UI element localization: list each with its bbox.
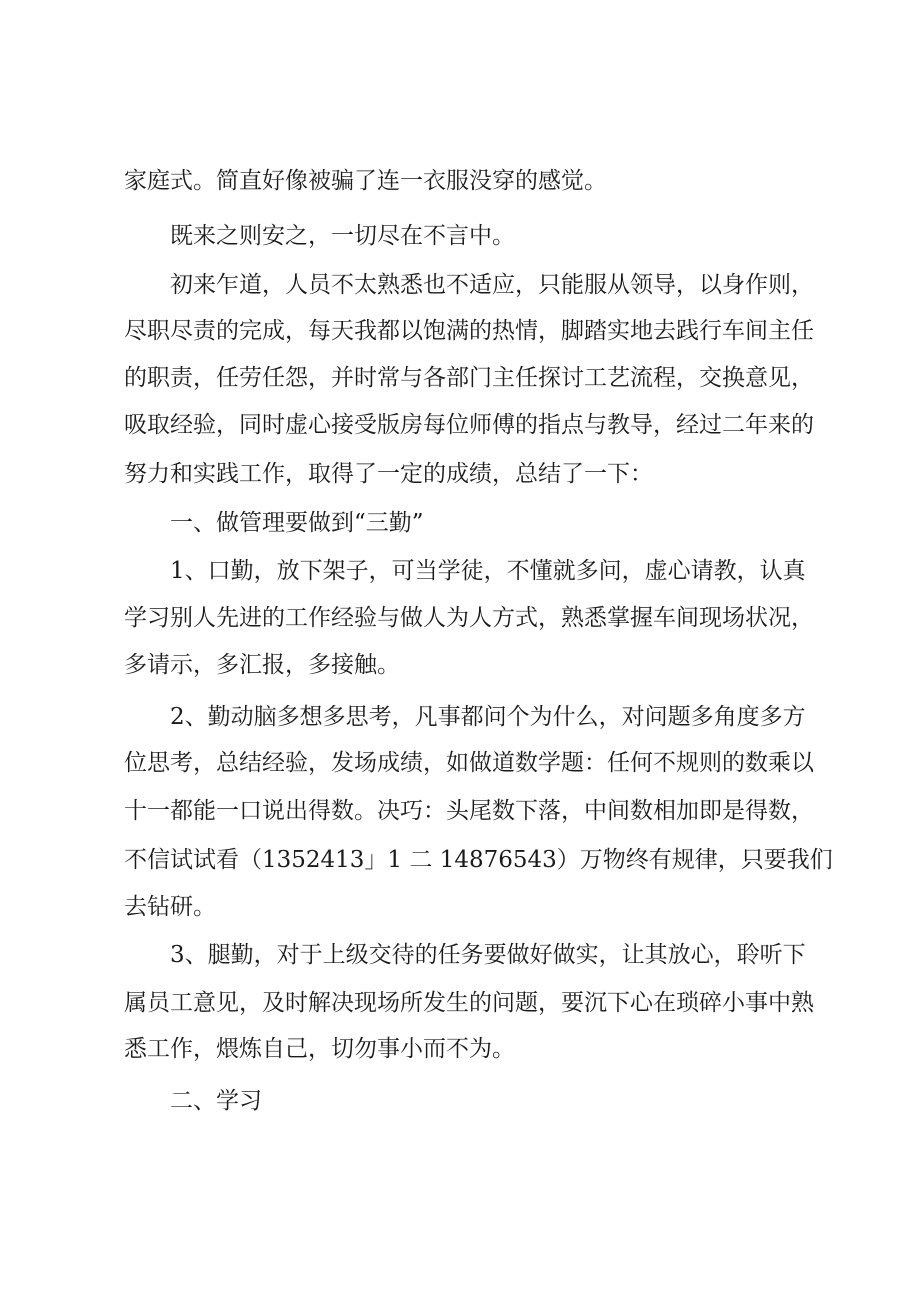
text-line-9: 1、口勤，放下架子，可当学徒，不懂就多问，虚心请教，认真 xyxy=(170,558,806,584)
text-line-5: 的职责，任劳任怨，并时常与各部门主任探讨工艺流程，交换意见， xyxy=(124,365,814,391)
section-heading-2: 二、学习 xyxy=(170,1088,262,1114)
text-line-2: 既来之则安之，一切尽在不言中。 xyxy=(170,223,515,249)
text-line-15: 不信试试看（1352413」1 二 14876543）万物终有规律，只要我们 xyxy=(124,847,833,873)
text-line-1: 家庭式。简直好像被骗了连一衣服没穿的感觉。 xyxy=(124,168,607,194)
text-line-18: 属员工意见，及时解决现场所发生的问题，要沉下心在琐碎小事中熟 xyxy=(124,990,814,1016)
text-line-16: 去钻研。 xyxy=(124,894,216,920)
text-line-7: 努力和实践工作，取得了一定的成绩，总结了一下： xyxy=(124,461,653,487)
text-line-3: 初来乍道，人员不太熟悉也不适应，只能服从领导，以身作则， xyxy=(170,272,814,298)
text-line-4: 尽职尽责的完成，每天我都以饱满的热情，脚踏实地去践行车间主任 xyxy=(124,318,814,344)
text-line-19: 悉工作，煨炼自己，切勿事小而不为。 xyxy=(124,1036,515,1062)
text-line-11: 多请示，多汇报，多接触。 xyxy=(124,652,400,678)
text-line-17: 3、腿勤，对于上级交待的任务要做好做实，让其放心，聆听下 xyxy=(170,942,806,968)
section-heading-1: 一、做管理要做到“三勤” xyxy=(170,510,424,536)
text-line-13: 位思考，总结经验，发场成绩，如做道数学题：任何不规则的数乘以 xyxy=(124,750,814,776)
text-line-14: 十一都能一口说出得数。决巧：头尾数下落，中间数相加即是得数， xyxy=(124,798,814,824)
text-line-6: 吸取经验，同时虚心接受版房每位师傅的指点与教导，经过二年来的 xyxy=(124,412,814,438)
text-line-10: 学习别人先进的工作经验与做人为人方式，熟悉掌握车间现场状况， xyxy=(124,605,814,631)
text-line-12: 2、勤动脑多想多思考，凡事都问个为什么，对问题多角度多方 xyxy=(170,704,806,730)
